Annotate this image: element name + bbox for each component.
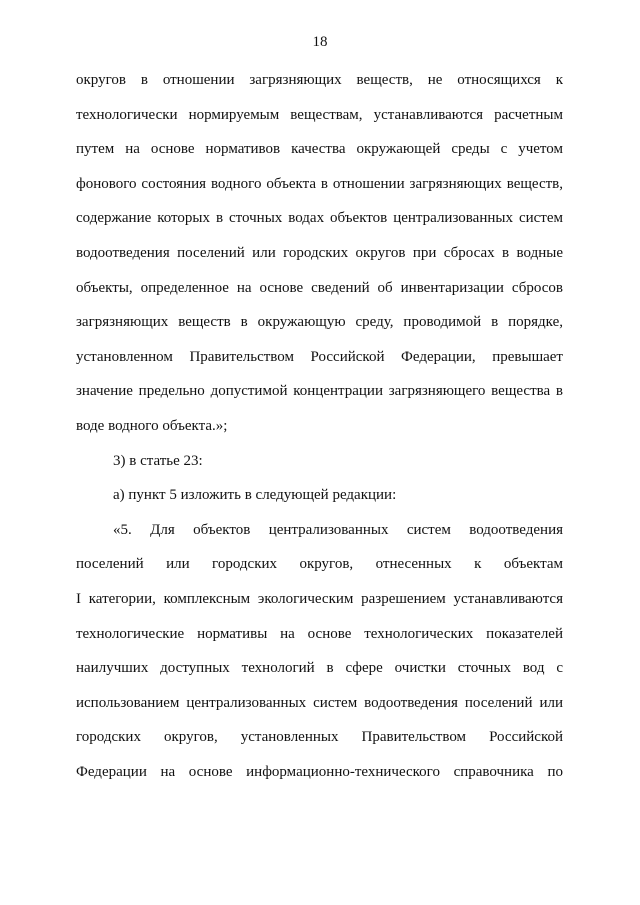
text-line: городских округов, установленных Правительством Российской: [76, 729, 563, 746]
text-line: путем на основе нормативов качества окружающей среды с учетом: [76, 141, 563, 158]
text-line: Федерации на основе информационно-технического справочника по: [76, 763, 563, 780]
text-line: водоотведения поселений или городских округов при сбросах в водные: [76, 244, 563, 261]
text-line: объекты, определенное на основе сведений об инвентаризации сбросов: [76, 279, 563, 296]
text-line: технологически нормируемым веществам, устанавливаются расчетным: [76, 106, 563, 123]
page-number: 18: [312, 34, 328, 50]
text-line: установленном Правительством Российской Федерации, превышает: [76, 348, 563, 365]
quoted-paragraph-start: «5. Для объектов централизованных систем водоотведения: [113, 521, 563, 538]
document-body: [76, 70, 563, 796]
text-line: загрязняющих веществ в окружающую среду, проводимой в порядке,: [76, 314, 563, 331]
text-line: наилучших доступных технологий в сфере очистки сточных вод с: [76, 660, 563, 677]
paragraph-heading: а) пункт 5 изложить в следующей редакции:: [113, 487, 397, 504]
paragraph-heading: 3) в статье 23:: [113, 452, 203, 469]
text-line: I категории, комплексным экологическим разрешением устанавливаются: [76, 590, 563, 607]
text-line: использованием централизованных систем водоотведения поселений или: [76, 694, 563, 711]
text-line: значение предельно допустимой концентрации загрязняющего вещества в: [76, 383, 563, 400]
text-line: округов в отношении загрязняющих веществ, не относящихся к: [76, 72, 563, 88]
text-line: фонового состояния водного объекта в отношении загрязняющих веществ,: [76, 175, 563, 192]
text-line: поселений или городских округов, отнесенных к объектам: [76, 556, 563, 573]
text-line: технологические нормативы на основе технологических показателей: [76, 625, 563, 642]
text-line: воде водного объекта.»;: [76, 417, 228, 434]
text-line: содержание которых в сточных водах объектов централизованных систем: [76, 210, 563, 227]
